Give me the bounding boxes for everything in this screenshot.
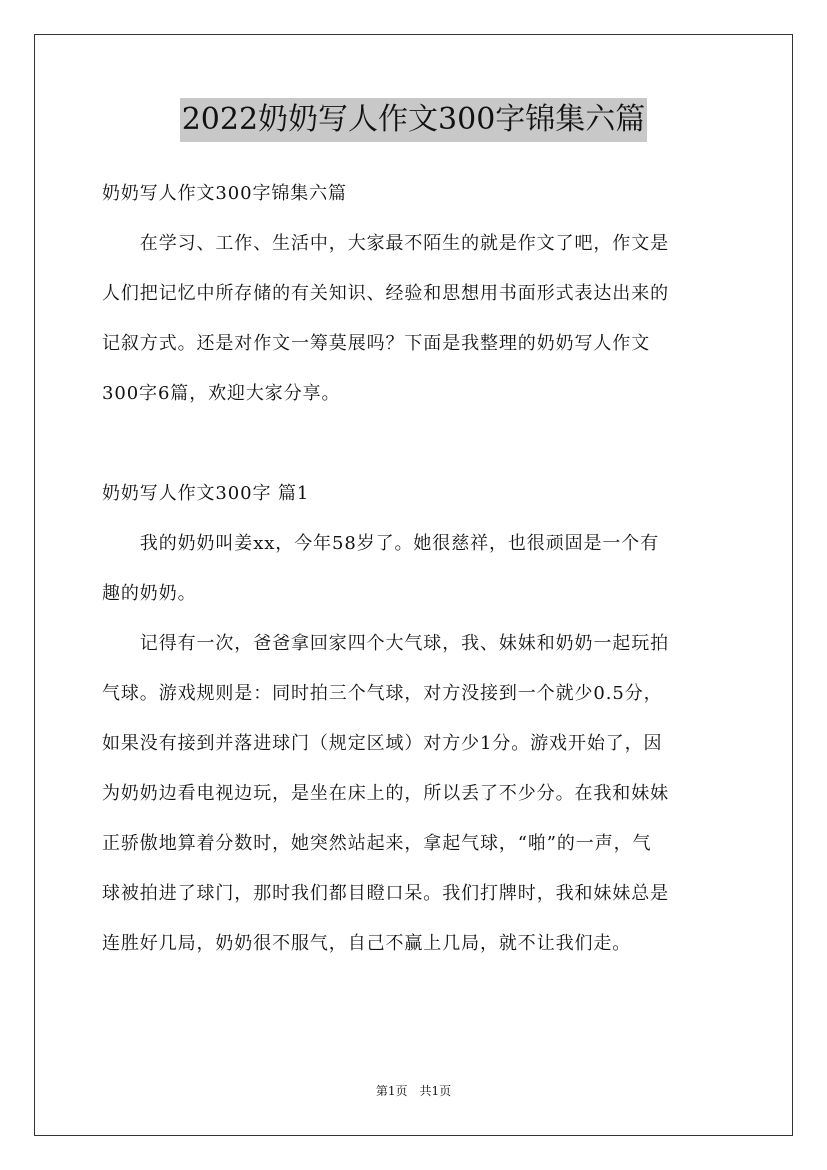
intro-heading: 奶奶写人作文300字锦集六篇: [102, 183, 347, 204]
document-title: 2022奶奶写人作文300字锦集六篇: [180, 98, 648, 142]
para2-line-4: 为奶奶边看电视边玩，是坐在床上的，所以丢了不少分。在我和妹妹: [102, 783, 669, 804]
intro-line-3: 记叙方式。还是对作文一筹莫展吗？下面是我整理的奶奶写人作文: [102, 333, 651, 354]
para1-line-1: 我的奶奶叫姜xx，今年58岁了。她很慈祥，也很顽固是一个有: [102, 533, 660, 554]
intro-line-1: 在学习、工作、生活中，大家最不陌生的就是作文了吧，作文是: [102, 233, 669, 254]
page-number: 第1页: [375, 1084, 408, 1098]
para2-line-6: 球被拍进了球门，那时我们都目瞪口呆。我们打牌时，我和妹妹总是: [102, 883, 669, 904]
para2-line-1: 记得有一次，爸爸拿回家四个大气球，我、妹妹和奶奶一起玩拍: [102, 633, 669, 654]
para2-line-3: 如果没有接到并落进球门（规定区域）对方少1分。游戏开始了，因: [102, 733, 663, 754]
para2-line-7: 连胜好几局，奶奶很不服气，自己不赢上几局，就不让我们走。: [102, 933, 632, 954]
intro-line-4: 300字6篇，欢迎大家分享。: [102, 383, 341, 404]
para2-line-5: 正骄傲地算着分数时，她突然站起来，拿起气球，“啪”的一声，气: [102, 833, 652, 854]
intro-line-2: 人们把记忆中所存储的有关知识、经验和思想用书面形式表达出来的: [102, 283, 669, 304]
para2-line-2: 气球。游戏规则是：同时拍三个气球，对方没接到一个就少0.5分，: [102, 683, 663, 704]
page-footer: [0, 1082, 827, 1100]
para1-line-2: 趣的奶奶。: [102, 583, 197, 604]
document-body: [102, 175, 730, 963]
title-container: [0, 98, 827, 142]
section-heading: 奶奶写人作文300字 篇1: [102, 483, 310, 504]
page-total: 共1页: [419, 1084, 452, 1098]
